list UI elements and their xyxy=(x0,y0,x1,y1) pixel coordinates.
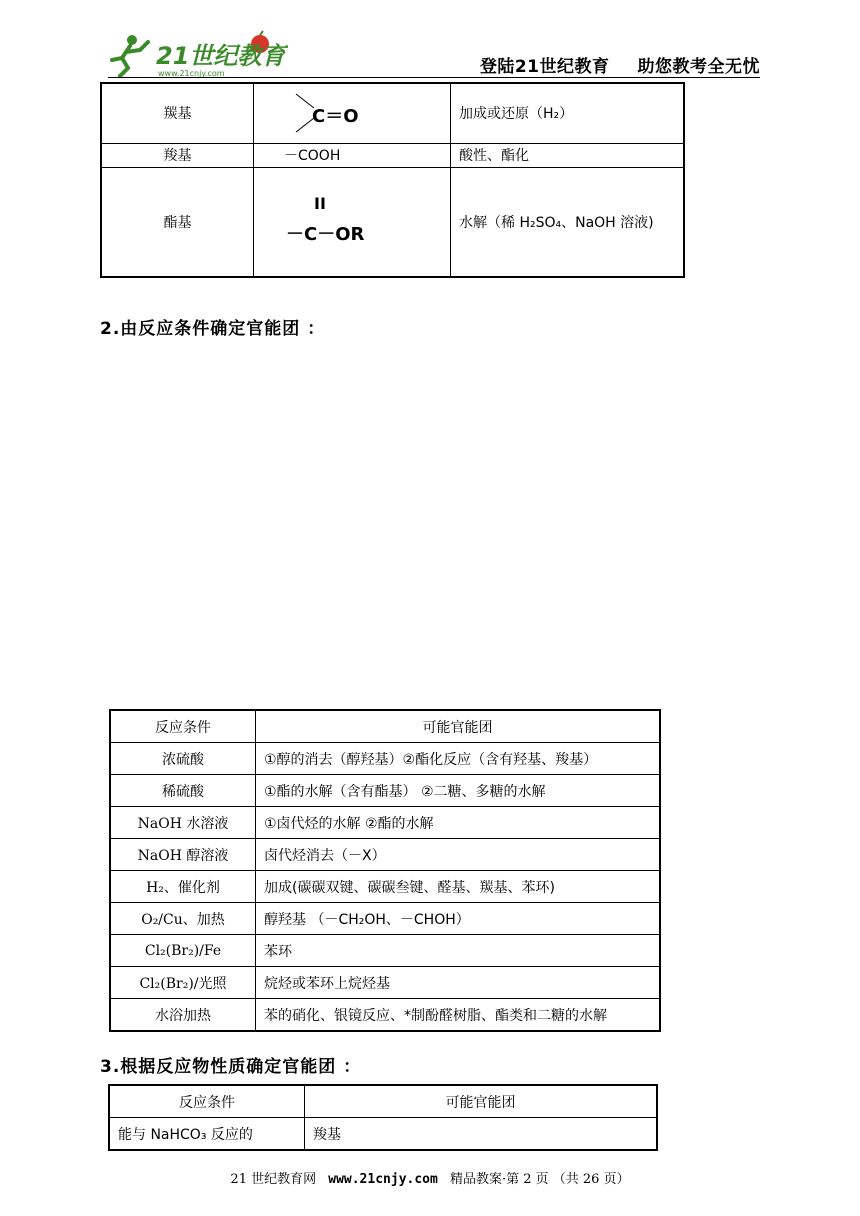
group-reaction: 水解（稀 H₂SO₄、NaOH 溶液) xyxy=(451,167,685,277)
site-logo xyxy=(108,30,288,78)
table-row xyxy=(110,743,660,775)
group-cell: 羧基 xyxy=(305,1118,658,1151)
table-row xyxy=(109,1118,657,1151)
group-cell: ①醇的消去（醇羟基）②酯化反应（含有羟基、羧基） xyxy=(256,743,661,775)
group-reaction: 加成或还原（H₂） xyxy=(451,83,685,143)
condition-cell: Cl₂(Br₂)/Fe xyxy=(110,935,256,967)
reaction-condition-table xyxy=(109,709,661,1032)
condition-cell: Cl₂(Br₂)/光照 xyxy=(110,967,256,999)
condition-cell: 水浴加热 xyxy=(110,999,256,1032)
table-row xyxy=(110,807,660,839)
table-header-row xyxy=(109,1085,657,1118)
header-divider xyxy=(108,77,760,78)
column-header: 反应条件 xyxy=(110,710,256,743)
footer-url: www.21cnjy.com xyxy=(328,1172,438,1187)
carbonyl-formula: C＝O xyxy=(312,106,359,128)
footer-site: 21 世纪教育网 xyxy=(230,1172,317,1187)
table-row xyxy=(110,775,660,807)
table-row xyxy=(101,83,684,143)
functional-group-table xyxy=(100,82,685,278)
logo-text: 21世纪教育 xyxy=(156,42,286,70)
condition-cell: 稀硫酸 xyxy=(110,775,256,807)
group-structure xyxy=(254,83,451,143)
column-header: 可能官能团 xyxy=(305,1085,658,1118)
reactant-property-table xyxy=(108,1084,658,1151)
condition-cell: H₂、催化剂 xyxy=(110,871,256,903)
condition-cell: 浓硫酸 xyxy=(110,743,256,775)
table-row xyxy=(110,999,660,1032)
double-bond-mark: II xyxy=(314,193,326,213)
group-cell: 苯的硝化、银镜反应、*制酚醛树脂、酯类和二糖的水解 xyxy=(256,999,661,1032)
group-cell: 烷烃或苯环上烷烃基 xyxy=(256,967,661,999)
group-name: 羰基 xyxy=(101,83,254,143)
group-cell: 加成(碳碳双键、碳碳叁键、醛基、羰基、苯环) xyxy=(256,871,661,903)
condition-cell: NaOH 醇溶液 xyxy=(110,839,256,871)
page-footer xyxy=(0,1168,860,1187)
table-row xyxy=(101,143,684,167)
group-name: 酯基 xyxy=(101,167,254,277)
group-name: 羧基 xyxy=(101,143,254,167)
footer-page-info: 精品教案·第 2 页 （共 26 页） xyxy=(449,1172,630,1187)
section-2-title: 2.由反应条件确定官能团 ： xyxy=(100,319,326,339)
group-cell: ①卤代烃的水解 ②酯的水解 xyxy=(256,807,661,839)
group-cell: 苯环 xyxy=(256,935,661,967)
group-cell: 醇羟基 （－CH₂OH、－CHOH） xyxy=(256,903,661,935)
header-slogan xyxy=(452,52,760,77)
group-cell: ①酯的水解（含有酯基） ②二糖、多糖的水解 xyxy=(256,775,661,807)
table-header-row xyxy=(110,710,660,743)
group-structure xyxy=(254,167,451,277)
ester-formula: －C－OR xyxy=(286,223,365,245)
column-header: 反应条件 xyxy=(109,1085,305,1118)
header-slogan-1: 登陆21世纪教育 xyxy=(479,57,610,77)
table-row xyxy=(110,935,660,967)
group-reaction: 酸性、酯化 xyxy=(451,143,685,167)
table-row xyxy=(110,903,660,935)
section-3-title: 3.根据反应物性质确定官能团 ： xyxy=(100,1057,362,1077)
group-structure: －COOH xyxy=(254,143,451,167)
group-cell: 卤代烃消去（－X） xyxy=(256,839,661,871)
table-row xyxy=(110,839,660,871)
column-header: 可能官能团 xyxy=(256,710,661,743)
condition-cell: 能与 NaHCO₃ 反应的 xyxy=(109,1118,305,1151)
table-row xyxy=(101,167,684,277)
header-slogan-2: 助您教考全无忧 xyxy=(637,57,760,77)
table-row xyxy=(110,871,660,903)
logo-url: www.21cnjy.com xyxy=(158,69,225,78)
condition-cell: O₂/Cu、加热 xyxy=(110,903,256,935)
table-row xyxy=(110,967,660,999)
condition-cell: NaOH 水溶液 xyxy=(110,807,256,839)
